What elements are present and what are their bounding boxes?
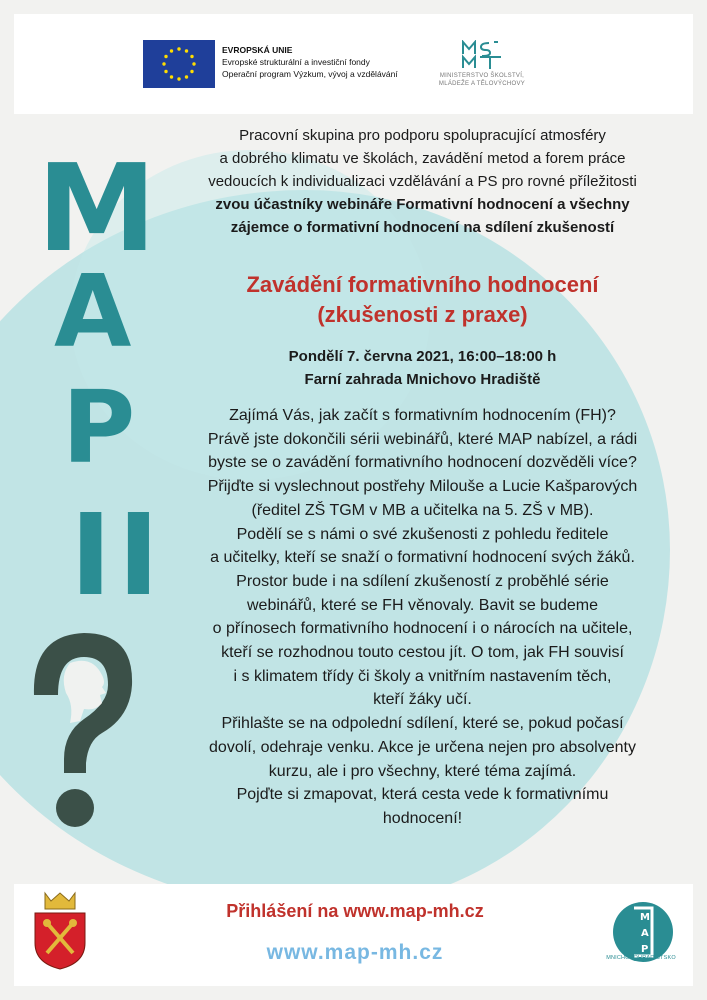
eu-star [192, 62, 195, 65]
website-link[interactable]: www.map-mh.cz [266, 941, 444, 964]
event-title-line-2: (zkušenosti z praxe) [317, 302, 528, 327]
body-text [150, 404, 695, 831]
eu-title: EVROPSKÁ UNIE [222, 45, 293, 55]
body-line: o přínosech formativního hodnocení i o nárocích na učitele, [212, 620, 633, 638]
eu-programme: Operační program Výzkum, vývoj a vzdělávání [222, 69, 398, 79]
eu-star [170, 75, 173, 78]
intro-line: a dobrého klimatu ve školách, zavádění metod a forem práce [219, 150, 626, 167]
event-title [150, 270, 695, 330]
eu-star [177, 77, 180, 80]
msmt-logo [432, 40, 532, 90]
map-logo-letter-a: A [641, 928, 649, 939]
registration-link[interactable]: Přihlášení na www.map-mh.cz [226, 901, 484, 921]
body-line: a učitelky, kteří se snaží o formativní hodnocení svých žáků. [210, 549, 635, 567]
msmt-logo-icon [460, 40, 504, 70]
body-line: byste se o zavádění formativního hodnocení dozvěděli více? [208, 454, 637, 472]
big-letter-a: A [54, 253, 132, 370]
body-line: Prostor bude i na sdílení zkušeností z proběhlé série [236, 572, 609, 590]
body-line: i s klimatem třídy či školy a vnitřním nastavením těch, [233, 667, 612, 685]
body-line: dovolí, odehraje venku. Akce je určena nejen pro absolventy [209, 738, 636, 756]
intro-line-bold: zájemce o formativní hodnocení na sdílení zkušeností [230, 219, 615, 236]
eu-star [162, 62, 165, 65]
intro-line-bold: zvou účastníky webináře Formativní hodnocení a všechny [215, 196, 630, 213]
body-line: (ředitel ZŠ TGM v MB a učitelka na 5. ZŠ v MB). [251, 501, 594, 519]
body-line: kteří žáky učí. [373, 691, 472, 709]
map-logo-letter-p: P [641, 944, 649, 955]
footer-panel [14, 884, 693, 986]
event-place: Farní zahrada Mnichovo Hradiště [304, 371, 541, 388]
intro-line: Pracovní skupina pro podporu spolupracující atmosféry [239, 127, 606, 144]
body-line: Podělí se s námi o své zkušenosti z pohledu ředitele [236, 525, 609, 543]
eu-star [164, 70, 167, 73]
eu-star [177, 47, 180, 50]
event-date: Pondělí 7. června 2021, 16:00–18:00 h [288, 348, 557, 365]
msmt-line-1: MINISTERSTVO ŠKOLSTVÍ, [439, 73, 525, 79]
eu-funds: Evropské strukturální a investiční fondy [222, 57, 370, 67]
eu-star [164, 55, 167, 58]
eu-logo-text [222, 44, 398, 80]
map-logo-icon [604, 898, 682, 978]
map-logo-letter-m: M [640, 912, 650, 923]
msmt-line-2: MLÁDEŽE A TĚLOVÝCHOVY [438, 81, 526, 87]
body-line: Právě jste dokončili sérii webinářů, které MAP nabízel, a rádi [207, 430, 638, 448]
eu-star [185, 75, 188, 78]
question-mark-head-icon [22, 625, 142, 835]
map-logo-subtitle: MNICHOVOHRADIŠŤSKO [606, 955, 676, 961]
body-line: Přijďte si vyslechnout postřehy Milouše a Lucie Kašparových [207, 478, 638, 496]
big-letter-p: P [62, 369, 136, 486]
eu-star [170, 49, 173, 52]
eu-star [190, 70, 193, 73]
msmt-text [432, 72, 532, 88]
intro-line: vedoucích k individualizaci vzdělávání a PS pro rovné příležitosti [208, 173, 637, 190]
body-line: Pojďte si zmapovat, která cesta vede k formativnímu [236, 786, 609, 804]
body-line: Přihlašte se na odpolední sdílení, které se, pokud počasí [221, 715, 624, 733]
body-line: webinářů, které se FH věnovaly. Bavit se budeme [247, 596, 598, 614]
eu-star [190, 55, 193, 58]
eu-flag-icon [143, 40, 215, 88]
body-line: hodnocení! [382, 809, 463, 827]
body-line: Zajímá Vás, jak začít s formativním hodnocením (FH)? [229, 407, 616, 424]
coat-of-arms-icon [33, 891, 87, 971]
event-details [150, 345, 695, 391]
body-line: kurzu, ale i pro všechny, které téma zajímá. [268, 762, 577, 780]
big-letters-ii: II [70, 491, 166, 621]
body-line: kteří se rozhodnou touto cestou jít. O tom, jak FH souvisí [221, 644, 624, 662]
intro-text [150, 124, 695, 239]
eu-star [185, 49, 188, 52]
big-letter-m: M [37, 140, 157, 279]
event-title-line-1: Zavádění formativního hodnocení [246, 272, 599, 297]
